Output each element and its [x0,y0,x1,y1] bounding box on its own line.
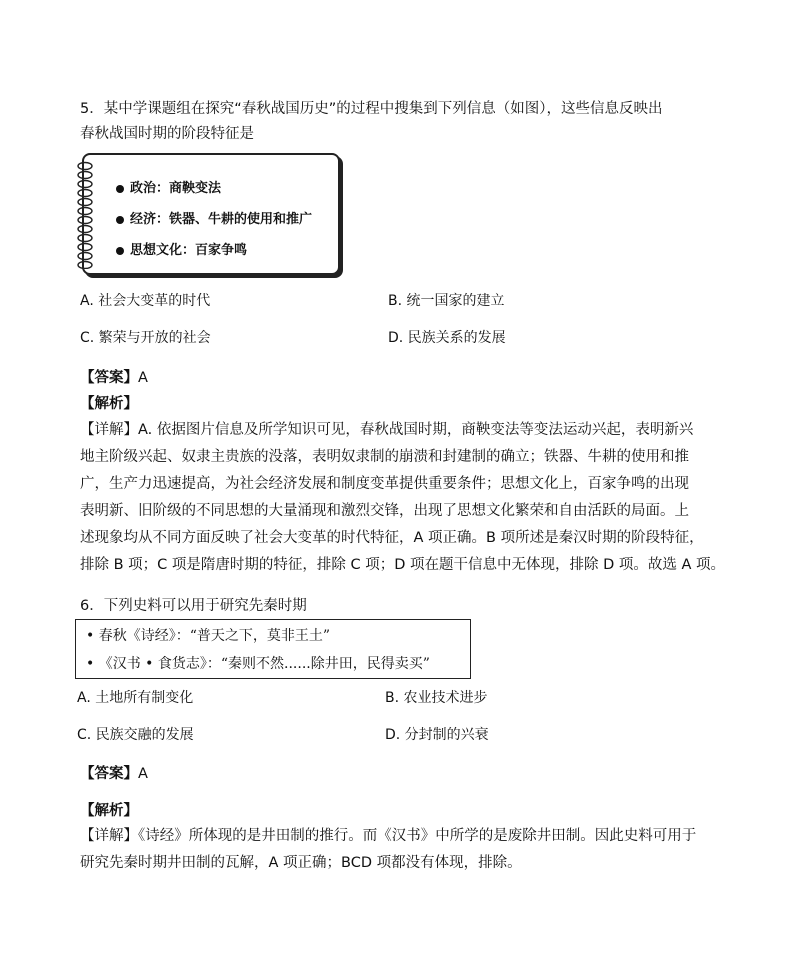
q6-stem: 6．下列史料可以用于研究先秦时期 [80,598,307,614]
q6-option-b: B. 农业技术进步 [385,690,488,706]
card-item-culture: 思想文化：百家争鸣 [116,239,247,258]
q6-source-line: • 春秋《诗经》：“普天之下，莫非王土” [86,628,331,644]
q5-stem-line1: 5．某中学课题组在探究“春秋战国历史”的过程中搜集到下列信息（如图），这些信息反映出 [80,101,663,117]
q5-answer: 【答案】A [80,370,148,386]
q6-option-a: A. 土地所有制变化 [77,690,194,706]
q5-option-c: C. 繁荣与开放的社会 [80,330,211,346]
q6-analysis-label: 【解析】 [80,803,138,819]
card-item-economy: 经济：铁器、牛耕的使用和推广 [116,208,312,227]
bullet-icon [116,216,124,224]
q6-detail-line: 【详解】《诗经》所体现的是井田制的推行。而《汉书》中所学的是废除井田制。因此史料可用于 [80,828,697,844]
bullet-icon [116,247,124,255]
q6-answer: 【答案】A [80,766,148,782]
q6-source-line: • 《汉书 • 食货志》：“秦则不然......除井田，民得卖买” [86,656,430,672]
q5-detail [80,417,726,579]
spiral-binding-icon [76,161,94,269]
q5-detail-line: 表明新、旧阶级的不同思想的大量涌现和激烈交锋，出现了思想文化繁荣和自由活跃的局面。上 [80,503,689,519]
q5-detail-line: 广，生产力迅速提高，为社会经济发展和制度变革提供重要条件；思想文化上，百家争鸣的出现 [80,476,689,492]
card-item-politics: 政治：商鞅变法 [116,177,221,196]
q6-detail [80,823,697,877]
q6-source-box [75,619,471,679]
q5-analysis-label: 【解析】 [80,396,138,412]
q5-detail-line: 地主阶级兴起、奴隶主贵族的没落，表明奴隶制的崩溃和封建制的确立；铁器、牛耕的使用和推 [80,449,689,465]
q5-option-b: B. 统一国家的建立 [388,293,505,309]
q6-option-d: D. 分封制的兴衰 [385,727,489,743]
q5-detail-line: 排除 B 项；C 项是隋唐时期的特征，排除 C 项；D 项在题干信息中无体现，排除 D 项。故选 A 项。 [80,557,726,573]
q5-detail-line: 述现象均从不同方面反映了社会大变革的时代特征，A 项正确。B 项所述是秦汉时期的阶段特征， [80,530,704,546]
q5-stem-line2: 春秋战国时期的阶段特征是 [80,126,254,142]
q6-detail-line: 研究先秦时期井田制的瓦解，A 项正确；BCD 项都没有体现，排除。 [80,855,522,871]
q5-option-d: D. 民族关系的发展 [388,330,506,346]
q5-notebook-card [82,153,340,275]
q5-option-a: A. 社会大变革的时代 [80,293,211,309]
q5-detail-line: 【详解】A. 依据图片信息及所学知识可见，春秋战国时期，商鞅变法等变法运动兴起，表明新兴 [80,422,694,438]
q6-option-c: C. 民族交融的发展 [77,727,194,743]
bullet-icon [116,185,124,193]
